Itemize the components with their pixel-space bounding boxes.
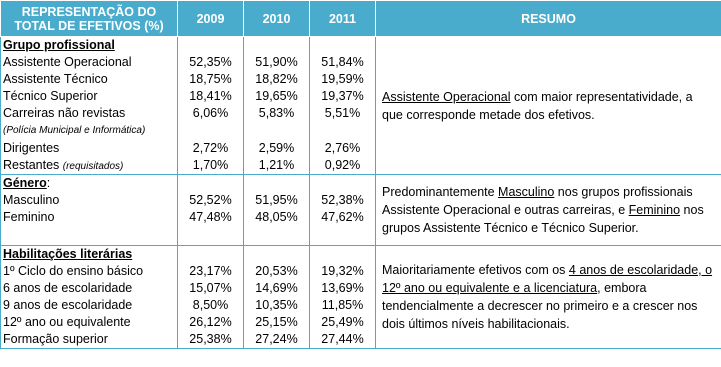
gender-2010 <box>244 175 310 246</box>
section-gender <box>1 175 721 246</box>
row-label: Assistente Técnico <box>3 72 108 86</box>
cell-value: 47,48% <box>189 210 232 224</box>
cell-value: 25,38% <box>189 332 232 346</box>
row-label: Dirigentes <box>3 141 60 155</box>
cell-value: 51,90% <box>255 55 298 69</box>
gender-labels <box>1 175 178 246</box>
education-2011 <box>310 246 376 349</box>
cell-value: 13,69% <box>321 281 364 295</box>
header-representation: REPRESENTAÇÃO DO TOTAL DE EFETIVOS (%) <box>1 1 178 37</box>
summary-text: Predominantemente <box>382 185 499 199</box>
cell-value: 11,85% <box>321 298 364 312</box>
summary-text: Maioritariamente efetivos com os <box>382 263 569 277</box>
cell-value: 5,83% <box>258 106 295 120</box>
cell-value: 18,82% <box>255 72 298 86</box>
cell-value: 25,15% <box>255 315 298 329</box>
education-2010 <box>244 246 310 349</box>
cell-value: 0,92% <box>324 158 361 172</box>
cell-value: 2,72% <box>192 141 229 155</box>
section-title: Grupo profissional <box>3 38 115 52</box>
header-summary: RESUMO <box>376 1 721 37</box>
summary-text: com maior representatividade, a que corresponde metade dos efetivos. <box>382 89 693 122</box>
cell-value: 20,53% <box>255 264 298 278</box>
section-title: Género <box>3 176 47 190</box>
row-label-with-note <box>3 157 177 174</box>
row-inline-note: (requisitados) <box>62 161 124 172</box>
row-label: Formação superior <box>3 332 108 346</box>
cell-value: 8,50% <box>192 298 229 312</box>
header-year-2010: 2010 <box>244 1 310 37</box>
row-note: (Polícia Municipal e Informática) <box>3 125 146 136</box>
row-label: 9 anos de escolaridade <box>3 298 133 312</box>
professional-group-2010 <box>244 37 310 175</box>
cell-value: 26,12% <box>189 315 232 329</box>
section-professional-group <box>1 37 721 175</box>
cell-value: 51,84% <box>321 55 364 69</box>
cell-value: 14,69% <box>255 281 298 295</box>
summary-text: nos grupos Assistente Técnico e Técnico Superior. <box>382 203 704 235</box>
cell-value: 51,95% <box>255 193 298 207</box>
cell-value: 52,38% <box>321 193 364 207</box>
cell-value: 25,49% <box>321 315 364 329</box>
cell-value: 19,32% <box>321 264 364 278</box>
cell-value: 15,07% <box>189 281 232 295</box>
education-labels <box>1 246 178 349</box>
cell-value: 52,52% <box>189 193 232 207</box>
section-title-suffix: : <box>46 176 51 190</box>
header-year-2009: 2009 <box>178 1 244 37</box>
professional-group-summary <box>376 37 721 175</box>
summary-highlight: Feminino <box>628 203 681 217</box>
professional-group-2009 <box>178 37 244 175</box>
summary-highlight: Masculino <box>498 185 555 199</box>
cell-value: 6,06% <box>192 106 229 120</box>
summary-highlight: 4 anos de escolaridade, o 12º ano ou equivalente e a licenciatura <box>382 263 713 295</box>
professional-group-labels <box>1 37 178 175</box>
cell-value: 23,17% <box>189 264 232 278</box>
cell-value: 1,21% <box>258 158 295 172</box>
row-label: Técnico Superior <box>3 89 98 103</box>
cell-value: 1,70% <box>192 158 229 172</box>
row-label: Masculino <box>3 193 60 207</box>
gender-2009 <box>178 175 244 246</box>
row-label: 12º ano ou equivalente <box>3 315 131 329</box>
cell-value: 5,51% <box>324 106 361 120</box>
row-label: Assistente Operacional <box>3 55 132 69</box>
section-education <box>1 246 721 349</box>
row-label: 1º Ciclo do ensino básico <box>3 264 144 278</box>
cell-value: 47,62% <box>321 210 364 224</box>
summary-highlight: Assistente Operacional <box>382 89 511 104</box>
professional-group-2011 <box>310 37 376 175</box>
section-title: Habilitações literárias <box>3 247 133 261</box>
header-year-2011: 2011 <box>310 1 376 37</box>
summary-text: nos grupos profissionais Assistente Operacional e outras carreiras, e <box>382 185 693 217</box>
row-label: 6 anos de escolaridade <box>3 281 133 295</box>
cell-value: 19,65% <box>255 89 298 103</box>
cell-value: 2,76% <box>324 141 361 155</box>
cell-value: 18,75% <box>189 72 232 86</box>
header-row <box>1 1 721 37</box>
cell-value: 52,35% <box>189 55 232 69</box>
cell-value: 48,05% <box>255 210 298 224</box>
education-2009 <box>178 246 244 349</box>
cell-value: 27,24% <box>255 332 298 346</box>
gender-summary <box>376 175 721 246</box>
row-label: Restantes <box>3 158 60 172</box>
row-label: Feminino <box>3 210 55 224</box>
gender-2011 <box>310 175 376 246</box>
cell-value: 18,41% <box>189 89 232 103</box>
summary-text: , embora tendencialmente a decrescer no primeiro e a crescer nos dois últimos níveis habilitacionais. <box>382 281 698 331</box>
row-label: Carreiras não revistas <box>3 106 126 120</box>
cell-value: 10,35% <box>255 298 298 312</box>
cell-value: 2,59% <box>258 141 295 155</box>
education-summary <box>376 246 721 349</box>
cell-value: 19,37% <box>321 89 364 103</box>
cell-value: 27,44% <box>321 332 364 346</box>
cell-value: 19,59% <box>321 72 364 86</box>
